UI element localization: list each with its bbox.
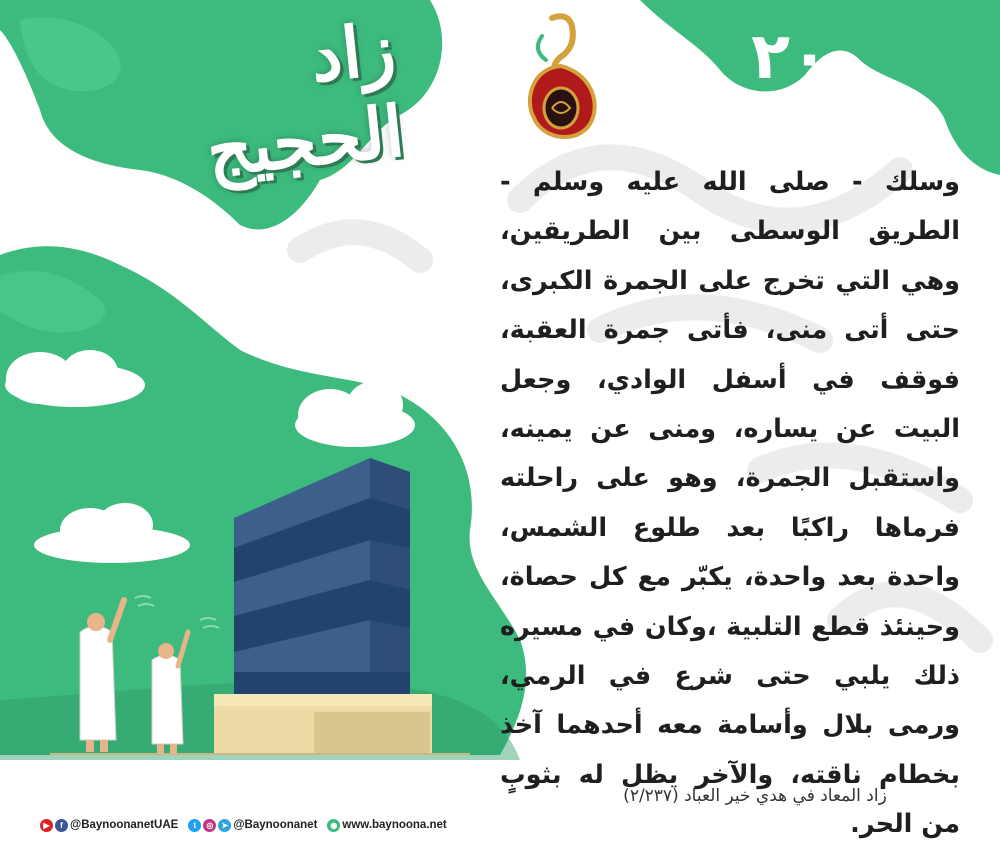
hadith-body-text: وسلك - صلى الله عليه وسلم - الطريق الوسطى بين الطريقين، وهي التي تخرج على الجمرة الكبرى، حتى أتى منى، فأتى جمرة العقبة، فوقف في أسفل الوادي، وجعل البيت عن يساره، ومنى عن يمينه، واستقبل الجمرة، وهو على راحلته فرماها راكبًا بعد طلوع الشمس، واحدة بعد واحدة، يكبّر مع كل حصاة، وحينئذ قطع التلبية ،وكان في مسيره ذلك يلبي حتى شرع في الرمي، ورمى بلال وأسامة معه أحدهما آخذ بخطام ناقته، والآخر يظل له بثوبٍ من الحر. [500,167,960,840]
telegram-icon[interactable]: ➤ [218,819,231,832]
facebook-icon[interactable]: f [55,819,68,832]
social-handle[interactable]: @Baynoonanet [233,819,318,831]
twitter-icon[interactable]: t [188,819,201,832]
kaaba-base [214,694,432,754]
social-handle-uae[interactable]: @BaynoonanetUAE [70,819,179,831]
source-citation: زاد المعاد في هدي خير العباد (٢/٢٣٧) [623,786,887,806]
youtube-icon[interactable]: ▶ [40,819,53,832]
website-link[interactable]: www.baynoona.net [342,819,447,831]
web-icon[interactable]: ◉ [327,819,340,832]
social-footer [40,812,510,838]
instagram-icon[interactable]: ◎ [203,819,216,832]
page-title: زاد الحجيج [202,6,408,193]
episode-number: ٢٠ [750,20,830,94]
calligraphy-logo [522,10,600,150]
title-banner [100,6,408,193]
